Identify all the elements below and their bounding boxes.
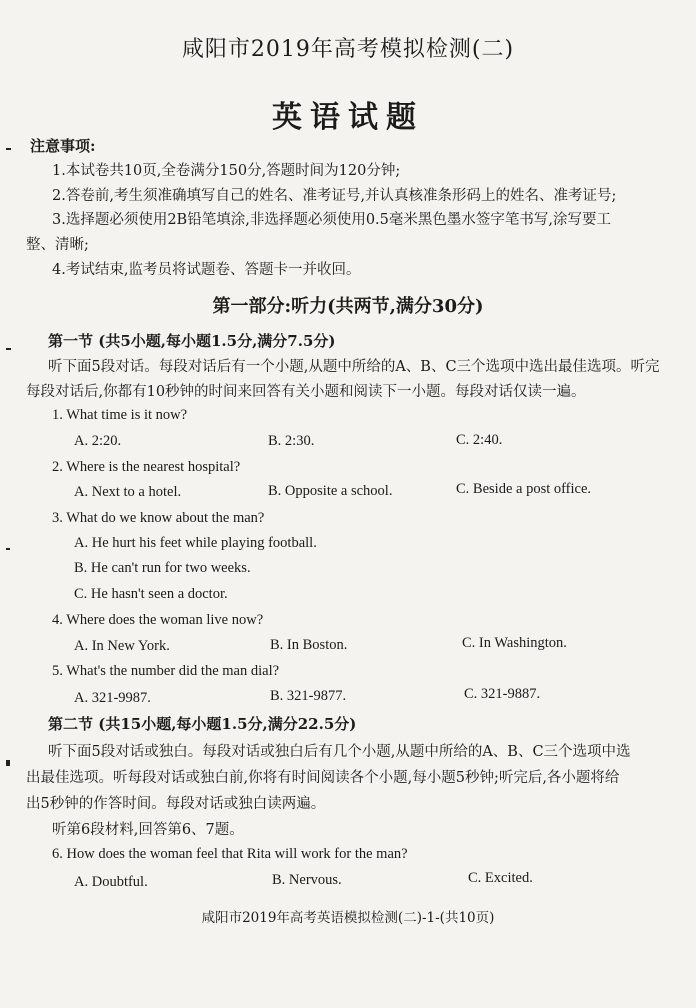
question-stem: 1. What time is it now? — [52, 407, 188, 423]
part-heading: 第一部分:听力(共两节,满分30分) — [212, 296, 484, 317]
instruction-line: 出5秒钟的作答时间。每段对话或独白读两遍。 — [26, 796, 326, 812]
scan-mark — [6, 348, 11, 350]
notice-item: 4.考试结束,监考员将试题卷、答题卡一并收回。 — [52, 262, 361, 278]
question-stem: 4. Where does the woman live now? — [52, 612, 264, 628]
material-note: 听第6段材料,回答第6、7题。 — [52, 822, 244, 838]
question-stem: 5. What's the number did the man dial? — [52, 663, 280, 679]
notice-item: 1.本试卷共10页,全卷满分150分,答题时间为120分钟; — [52, 163, 401, 179]
option: A. 2:20. — [74, 433, 122, 449]
scan-mark — [6, 148, 11, 150]
notice-item: 2.答卷前,考生须准确填写自己的姓名、准考证号,并认真核准条形码上的姓名、准考证号; — [52, 188, 617, 204]
scan-mark — [6, 548, 10, 550]
section-heading: 第一节 (共5小题,每小题1.5分,满分7.5分) — [48, 332, 336, 350]
option: C. Beside a post office. — [456, 481, 592, 497]
instruction-line: 出最佳选项。听每段对话或独白前,你将有时间阅读各个小题,每小题5秒钟;听完后,各小题将给 — [26, 770, 620, 786]
question-stem: 6. How does the woman feel that Rita will work for the man? — [52, 846, 408, 862]
option: B. 2:30. — [268, 433, 315, 449]
instruction-line: 听下面5段对话。每段对话后有一个小题,从题中所给的A、B、C三个选项中选出最佳选项。听完 — [48, 359, 660, 375]
option: A. 321-9987. — [74, 690, 151, 706]
option: B. Nervous. — [272, 872, 342, 888]
instruction-line: 每段对话后,你都有10秒钟的时间来回答有关小题和阅读下一小题。每段对话仅读一遍。 — [26, 384, 586, 400]
option: C. In Washington. — [462, 635, 567, 651]
exam-title: 咸阳市2019年高考模拟检测(二) — [181, 37, 515, 62]
option: A. Next to a hotel. — [74, 484, 182, 500]
paper-title: 英语试题 — [272, 100, 424, 135]
option: C. 321-9887. — [464, 686, 541, 702]
notice-item: 整、清晰; — [26, 237, 89, 253]
option: C. He hasn't seen a doctor. — [74, 586, 228, 602]
option: A. Doubtful. — [74, 874, 148, 890]
option: A. In New York. — [74, 638, 170, 654]
option: C. Excited. — [468, 870, 533, 886]
option: B. 321-9877. — [270, 688, 347, 704]
option: B. He can't run for two weeks. — [74, 560, 251, 576]
section-heading: 第二节 (共15小题,每小题1.5分,满分22.5分) — [48, 715, 357, 733]
scan-mark — [6, 760, 10, 766]
page-footer: 咸阳市2019年高考英语模拟检测(二)-1-(共10页) — [201, 910, 495, 926]
option: A. He hurt his feet while playing football. — [74, 535, 317, 551]
option: C. 2:40. — [456, 432, 503, 448]
option: B. In Boston. — [270, 637, 348, 653]
question-stem: 2. Where is the nearest hospital? — [52, 459, 241, 475]
instruction-line: 听下面5段对话或独白。每段对话或独白后有几个小题,从题中所给的A、B、C三个选项中选 — [48, 744, 631, 760]
option: B. Opposite a school. — [268, 483, 393, 499]
notice-heading: 注意事项: — [30, 137, 96, 155]
notice-item: 3.选择题必须使用2B铅笔填涂,非选择题必须使用0.5毫米黑色墨水签字笔书写,涂写要工 — [52, 212, 611, 228]
question-stem: 3. What do we know about the man? — [52, 510, 265, 526]
